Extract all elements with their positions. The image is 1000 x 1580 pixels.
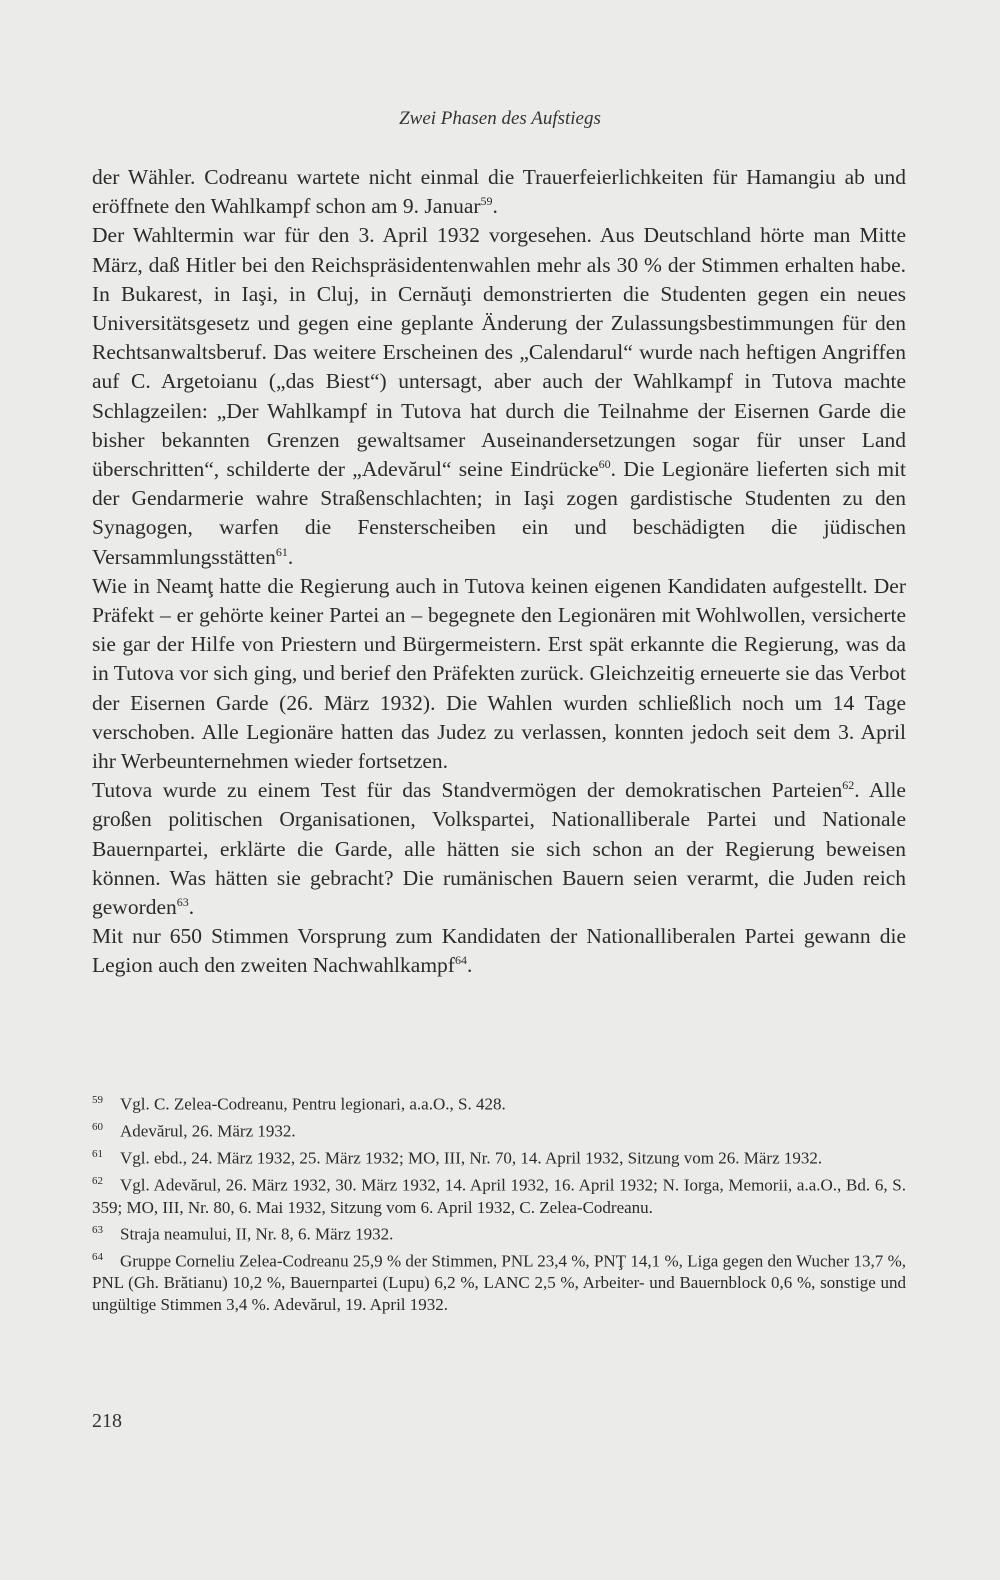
body-paragraph: [92, 572, 906, 776]
footnote: [92, 1220, 906, 1245]
footnote-text: Adevărul, 26. März 1932.: [120, 1121, 296, 1141]
paragraph-text: der Wähler. Codreanu wartete nicht einmal die Trauerfeierlichkeiten für Hamangiu ab und eröffnete den Wahlkampf schon am 9. Januar: [92, 165, 906, 219]
footnote-text: Vgl. C. Zelea-Codreanu, Pentru legionari, a.a.O., S. 428.: [120, 1094, 506, 1114]
body-paragraph: [92, 221, 906, 571]
paragraph-text: . Alle großen politischen Organisationen, Volkspartei, Nationalliberale Partei und Nationale Bauernpartei, erklärte die Garde, alle hätten sie sich schon an der Regierung beweisen können. Was hätten sie gebracht? Die rumänischen Bauern seien verarmt, die Juden reich geworden: [92, 778, 906, 920]
body-paragraph: [92, 776, 906, 922]
footnote-reference: 61: [275, 544, 288, 559]
footnote-text: Vgl. ebd., 24. März 1932, 25. März 1932; MO, III, Nr. 70, 14. April 1932, Sitzung vom 26. März 1932.: [120, 1148, 823, 1168]
footnote-reference: 64: [454, 953, 467, 968]
page-number: 218: [92, 1410, 122, 1432]
body-paragraph: [92, 922, 906, 980]
paragraph-text: .: [492, 194, 498, 219]
paragraph-text: .: [287, 544, 294, 569]
footnote-reference: 59: [480, 194, 493, 209]
footnote-number: 63: [92, 1224, 103, 1237]
paragraph-text: Der Wahltermin war für den 3. April 1932 vorgesehen. Aus Deutschland hörte man Mitte März, daß Hitler bei den Reichspräsidentenwahlen mehr als 30 % der Stimmen erhalten habe. In Bukarest, in Iaşi, in Cluj, in Cernăuţi demonstrierten die Studenten gegen ein neues Universitätsgesetz und gegen eine geplante Änderung der Zulassungsbestimmungen für den Rechtsanwaltsberuf. Das weitere Erscheinen des „Calendarul“ wurde nach heftigen Angriffen auf C. Argetoianu („das Biest“) untersagt, aber auch der Wahlkampf in Tutova machte Schlagzeilen: „Der Wahlkampf in Tutova hat durch die Teilnahme der Eisernen Garde die bisher bekannten Grenzen gewaltsamer Auseinandersetzungen sogar für unser Land überschritten“, schilderte der „Adevărul“ seine Eindrücke: [92, 223, 906, 482]
paragraph-text: . Die Legionäre lieferten sich mit der Gendarmerie wahre Straßenschlachten; in Iaşi zogen gardistische Studenten zu den Synagogen, warfen die Fensterscheiben ein und beschädigten die jüdischen Versammlungsstätten: [92, 457, 906, 569]
footnote-number: 62: [92, 1175, 103, 1188]
footnote-text: Vgl. Adevărul, 26. März 1932, 30. März 1932, 14. April 1932, 16. April 1932; N. Iorga, Memorii, a.a.O., Bd. 6, S. 359; MO, III, Nr. 80, 6. Mai 1932, Sitzung vom 6. April 1932, C. Zelea-Codreanu.: [92, 1176, 906, 1217]
footnote-text: Straja neamului, II, Nr. 8, 6. März 1932.: [120, 1224, 394, 1244]
paragraph-text: .: [466, 953, 473, 978]
footnote: [92, 1144, 906, 1169]
footnote: [92, 1117, 906, 1142]
footnote-number: 61: [92, 1148, 103, 1161]
footnotes: [92, 1090, 906, 1317]
paragraph-text: .: [188, 895, 195, 920]
footnote-text: Gruppe Corneliu Zelea-Codreanu 25,9 % der Stimmen, PNL 23,4 %, PNŢ 14,1 %, Liga gegen den Wucher 13,7 %, PNL (Gh. Brătianu) 10,2 %, Bauernpartei (Lupu) 6,2 %, LANC 2,5 %, Arbeiter- und Bauernblock 0,6 %, sonstige und ungültige Stimmen 3,4 %. Adevărul, 19. April 1932.: [92, 1251, 906, 1314]
footnote-reference: 63: [176, 894, 189, 909]
body-text: [92, 163, 906, 981]
footnote: [92, 1171, 906, 1218]
footnote-reference: 60: [598, 456, 611, 471]
footnote: [92, 1247, 906, 1315]
footnote-number: 59: [92, 1094, 103, 1106]
footnote-reference: 62: [842, 778, 855, 793]
footnote-number: 60: [92, 1121, 103, 1134]
paragraph-text: Wie in Neamţ hatte die Regierung auch in Tutova keinen eigenen Kandidaten aufgestellt. Der Präfekt – er gehörte keiner Partei an – begegnete den Legionären mit Wohlwollen, versicherte sie gar der Hilfe von Priestern und Bürgermeistern. Erst spät erkannte die Regierung, was da in Tutova vor sich ging, und berief den Präfekten zurück. Gleichzeitig erneuerte sie das Verbot der Eisernen Garde (26. März 1932). Die Wahlen wurden schließlich noch um 14 Tage verschoben. Alle Legionäre hatten das Judez zu verlassen, konnten jedoch seit dem 3. April ihr Werbeunternehmen wieder fortsetzen.: [92, 573, 906, 774]
paragraph-text: Mit nur 650 Stimmen Vorsprung zum Kandidaten der Nationalliberalen Partei gewann die Legion auch den zweiten Nachwahlkampf: [92, 924, 906, 978]
body-paragraph: [92, 163, 906, 221]
paragraph-text: Tutova wurde zu einem Test für das Standvermögen der demokratischen Parteien: [92, 778, 843, 803]
footnote: [92, 1090, 906, 1115]
footnote-number: 64: [92, 1251, 103, 1264]
running-head: Zwei Phasen des Aufstiegs: [399, 108, 601, 129]
